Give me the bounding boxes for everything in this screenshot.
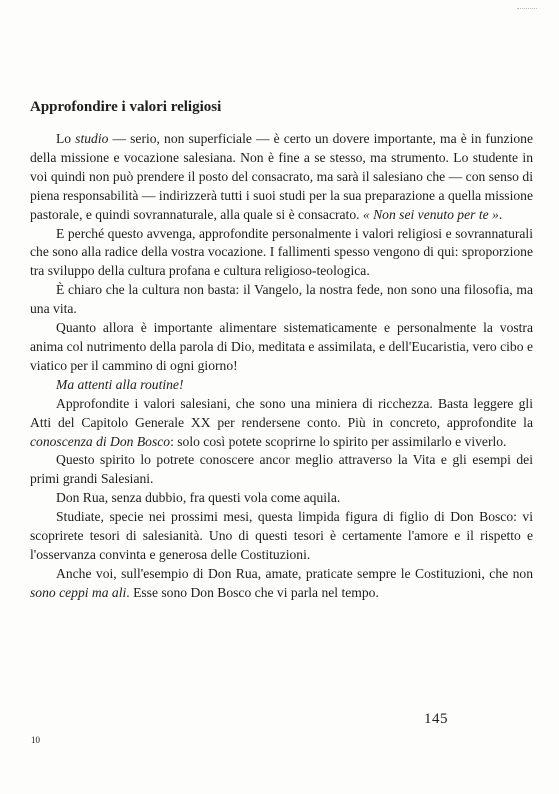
paragraph: [30, 395, 533, 452]
text-run: Lo: [56, 131, 76, 146]
paragraph: [30, 508, 533, 565]
text-run: . Esse sono Don Bosco che vi parla nel tempo.: [126, 584, 379, 600]
section-heading: Approfondire i valori religiosi: [30, 99, 222, 115]
text-run: E perché questo avvenga, approfondite personalmente i valori religiosi e sovrannaturali che sono alla radice della vostra vocazione. I fallimenti spesso vengono di qui: sproporzione tra sviluppo della cultura profana e cultura religioso-teologica.: [30, 225, 533, 279]
text-run: Studiate, specie nei prossimi mesi, questa limpida figura di figlio di Don Bosco: vi scoprirete tesori di salesianità. Uno di questi tesori è certamente l'amore e il rispetto e l'osservanza convinta e generosa delle Costituzioni.: [30, 509, 533, 562]
paragraph: [30, 376, 533, 395]
page-number: 145: [424, 711, 448, 727]
italic-run: conoscenza di Don Bosco: [30, 433, 171, 449]
text-run: È chiaro che la cultura non basta: il Vangelo, la nostra fede, non sono una filosofia, ma una vita.: [30, 282, 533, 317]
paragraph: [30, 319, 533, 376]
text-run: Anche voi, sull'esempio di Don Rua, amate, praticate sempre le Costituzioni, che non: [56, 565, 533, 581]
italic-run: Ma attenti alla routine!: [56, 376, 184, 392]
paragraph: [30, 565, 533, 603]
paragraph: [30, 281, 533, 319]
italic-run: sono ceppi ma ali: [30, 584, 127, 600]
paragraph: [30, 225, 533, 282]
signature-mark: 10: [31, 735, 40, 745]
text-run: — serio, non superficiale — è certo un dovere importante, ma è in funzione della missione e vocazione salesiana. Non è fine a se stesso, ma strumento. Lo studente in voi quindi non può prendere il posto del consacrato, ma sarà il salesiano che — con senso di piena responsabilità — indirizzerà tutti i suoi studi per la sua preparazione a quella missione pastorale, e quindi sovrannaturale, alla quale si è consacrato.: [30, 131, 533, 222]
text-run: : solo così potete scoprirne lo spirito per assimilarlo e viverlo.: [170, 433, 507, 449]
text-run: Quanto allora è importante alimentare sistematicamente e personalmente la vostra anima col nutrimento della parola di Dio, meditata e assimilata, e dell'Eucaristia, vero cibo e viatico per il cammino di ogni giorno!: [30, 320, 533, 373]
paragraph: [30, 489, 533, 508]
paragraph: [30, 130, 533, 225]
text-run: Don Rua, senza dubbio, fra questi vola come aquila.: [56, 490, 341, 506]
italic-run: studio: [75, 131, 109, 146]
text-run: .: [498, 206, 503, 222]
body-text: [30, 130, 533, 603]
text-run: Questo spirito lo potrete conoscere ancor meglio attraverso la Vita e gli esempi dei primi grandi Salesiani.: [30, 452, 533, 487]
italic-run: « Non sei venuto per te »: [362, 206, 499, 222]
text-run: Approfondite i valori salesiani, che sono una miniera di ricchezza. Basta leggere gli Atti del Capitolo Generale XX per rendersene conto. Più in concreto, approfondite la: [30, 395, 533, 430]
paragraph: [30, 451, 533, 489]
corner-dots: [517, 8, 537, 9]
